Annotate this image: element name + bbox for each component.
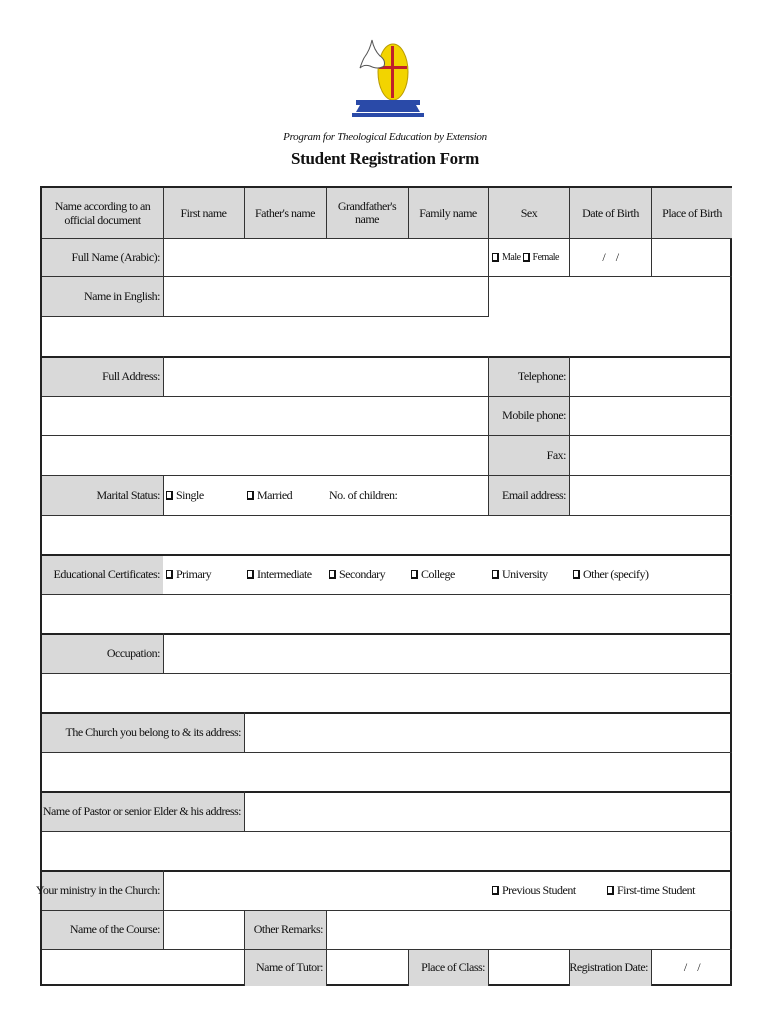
previous-student-checkbox[interactable]: Previous Student <box>489 870 599 910</box>
registration-date-label: Registration Date: <box>570 949 651 986</box>
divider <box>569 949 570 986</box>
divider <box>163 910 164 949</box>
sex-options <box>489 238 569 276</box>
program-name: Program for Theological Education by Extension <box>283 131 487 143</box>
registration-date-field[interactable]: / / <box>683 960 701 974</box>
registration-form <box>35 186 732 986</box>
divider <box>326 188 327 238</box>
date-of-birth-field[interactable]: / / <box>602 249 619 264</box>
checkbox-icon <box>411 570 418 579</box>
female-checkbox[interactable]: Female <box>523 251 559 264</box>
single-checkbox[interactable]: Single <box>163 475 244 515</box>
divider <box>163 276 164 316</box>
fax-label: Fax: <box>489 435 569 475</box>
name-english-label: Name in English: <box>42 276 163 316</box>
male-checkbox[interactable]: Male <box>492 251 521 264</box>
divider <box>42 673 732 674</box>
checkbox-icon <box>607 886 614 895</box>
divider <box>488 188 489 316</box>
divider <box>42 276 732 277</box>
checkbox-icon <box>166 491 173 500</box>
other-checkbox[interactable]: Other (specify) <box>570 554 732 594</box>
intermediate-checkbox[interactable]: Intermediate <box>244 554 326 594</box>
divider <box>326 910 327 986</box>
divider <box>408 188 409 238</box>
divider <box>42 594 732 595</box>
other-remarks-label: Other Remarks: <box>244 910 326 949</box>
page-title: Student Registration Form <box>291 149 479 168</box>
divider <box>244 188 245 238</box>
college-checkbox[interactable]: College <box>408 554 488 594</box>
checkbox-icon <box>492 253 499 262</box>
divider <box>163 633 164 673</box>
fathers-name-header: Father's name <box>244 188 326 238</box>
divider <box>163 870 164 910</box>
ministry-label: Your ministry in the Church: <box>42 870 163 910</box>
first-name-header: First name <box>163 188 244 238</box>
divider <box>163 188 164 276</box>
checkbox-icon <box>492 570 499 579</box>
divider <box>42 396 732 397</box>
tutor-label: Name of Tutor: <box>244 949 326 986</box>
name-english-input[interactable] <box>163 276 488 316</box>
place-of-birth-header: Place of Birth <box>652 188 732 238</box>
checkbox-icon <box>247 570 254 579</box>
logo-icon <box>350 36 426 122</box>
grandfathers-name-header: Grandfather's name <box>326 188 408 238</box>
checkbox-icon <box>492 886 499 895</box>
full-name-arabic-label: Full Name (Arabic): <box>42 238 163 276</box>
checkbox-icon <box>247 491 254 500</box>
marital-status-label: Marital Status: <box>42 475 163 515</box>
divider <box>244 712 245 752</box>
divider <box>408 949 409 986</box>
divider <box>569 356 570 515</box>
divider <box>42 554 732 556</box>
divider <box>488 356 489 515</box>
pastor-label: Name of Pastor or senior Elder & his address: <box>42 791 244 831</box>
family-name-header: Family name <box>408 188 488 238</box>
divider <box>42 910 732 911</box>
divider <box>42 238 732 239</box>
divider <box>651 188 652 276</box>
children-label: No. of children: <box>329 487 398 502</box>
divider <box>42 435 732 436</box>
divider <box>42 831 732 832</box>
primary-checkbox[interactable]: Primary <box>163 554 244 594</box>
divider <box>244 791 245 831</box>
place-of-class-label: Place of Class: <box>408 949 488 986</box>
divider <box>42 712 732 714</box>
email-label: Email address: <box>489 475 569 515</box>
divider <box>42 752 732 753</box>
checkbox-icon <box>329 570 336 579</box>
divider <box>42 633 732 635</box>
divider <box>651 949 652 986</box>
name-label-header: Name according to an official document <box>42 188 163 238</box>
full-address-label: Full Address: <box>42 356 163 396</box>
divider <box>163 356 164 396</box>
edu-certificates-label: Educational Certificates: <box>42 554 163 594</box>
divider <box>244 910 245 986</box>
occupation-label: Occupation: <box>42 633 163 673</box>
university-checkbox[interactable]: University <box>489 554 569 594</box>
secondary-checkbox[interactable]: Secondary <box>326 554 408 594</box>
divider <box>42 515 732 516</box>
divider <box>569 188 570 276</box>
divider <box>42 475 732 476</box>
mobile-phone-label: Mobile phone: <box>489 396 569 435</box>
first-time-student-checkbox[interactable]: First-time Student <box>604 870 732 910</box>
church-label: The Church you belong to & its address: <box>42 712 244 752</box>
divider <box>163 475 164 515</box>
married-checkbox[interactable]: Married <box>244 475 326 515</box>
divider <box>42 949 732 950</box>
course-label: Name of the Course: <box>42 910 163 949</box>
sex-header: Sex <box>489 188 569 238</box>
date-of-birth-header: Date of Birth <box>570 188 651 238</box>
divider <box>488 949 489 986</box>
checkbox-icon <box>573 570 580 579</box>
divider <box>42 316 489 317</box>
telephone-label: Telephone: <box>489 356 569 396</box>
checkbox-icon <box>523 253 530 262</box>
divider <box>42 791 732 793</box>
divider <box>42 356 732 358</box>
divider <box>42 870 732 872</box>
checkbox-icon <box>166 570 173 579</box>
